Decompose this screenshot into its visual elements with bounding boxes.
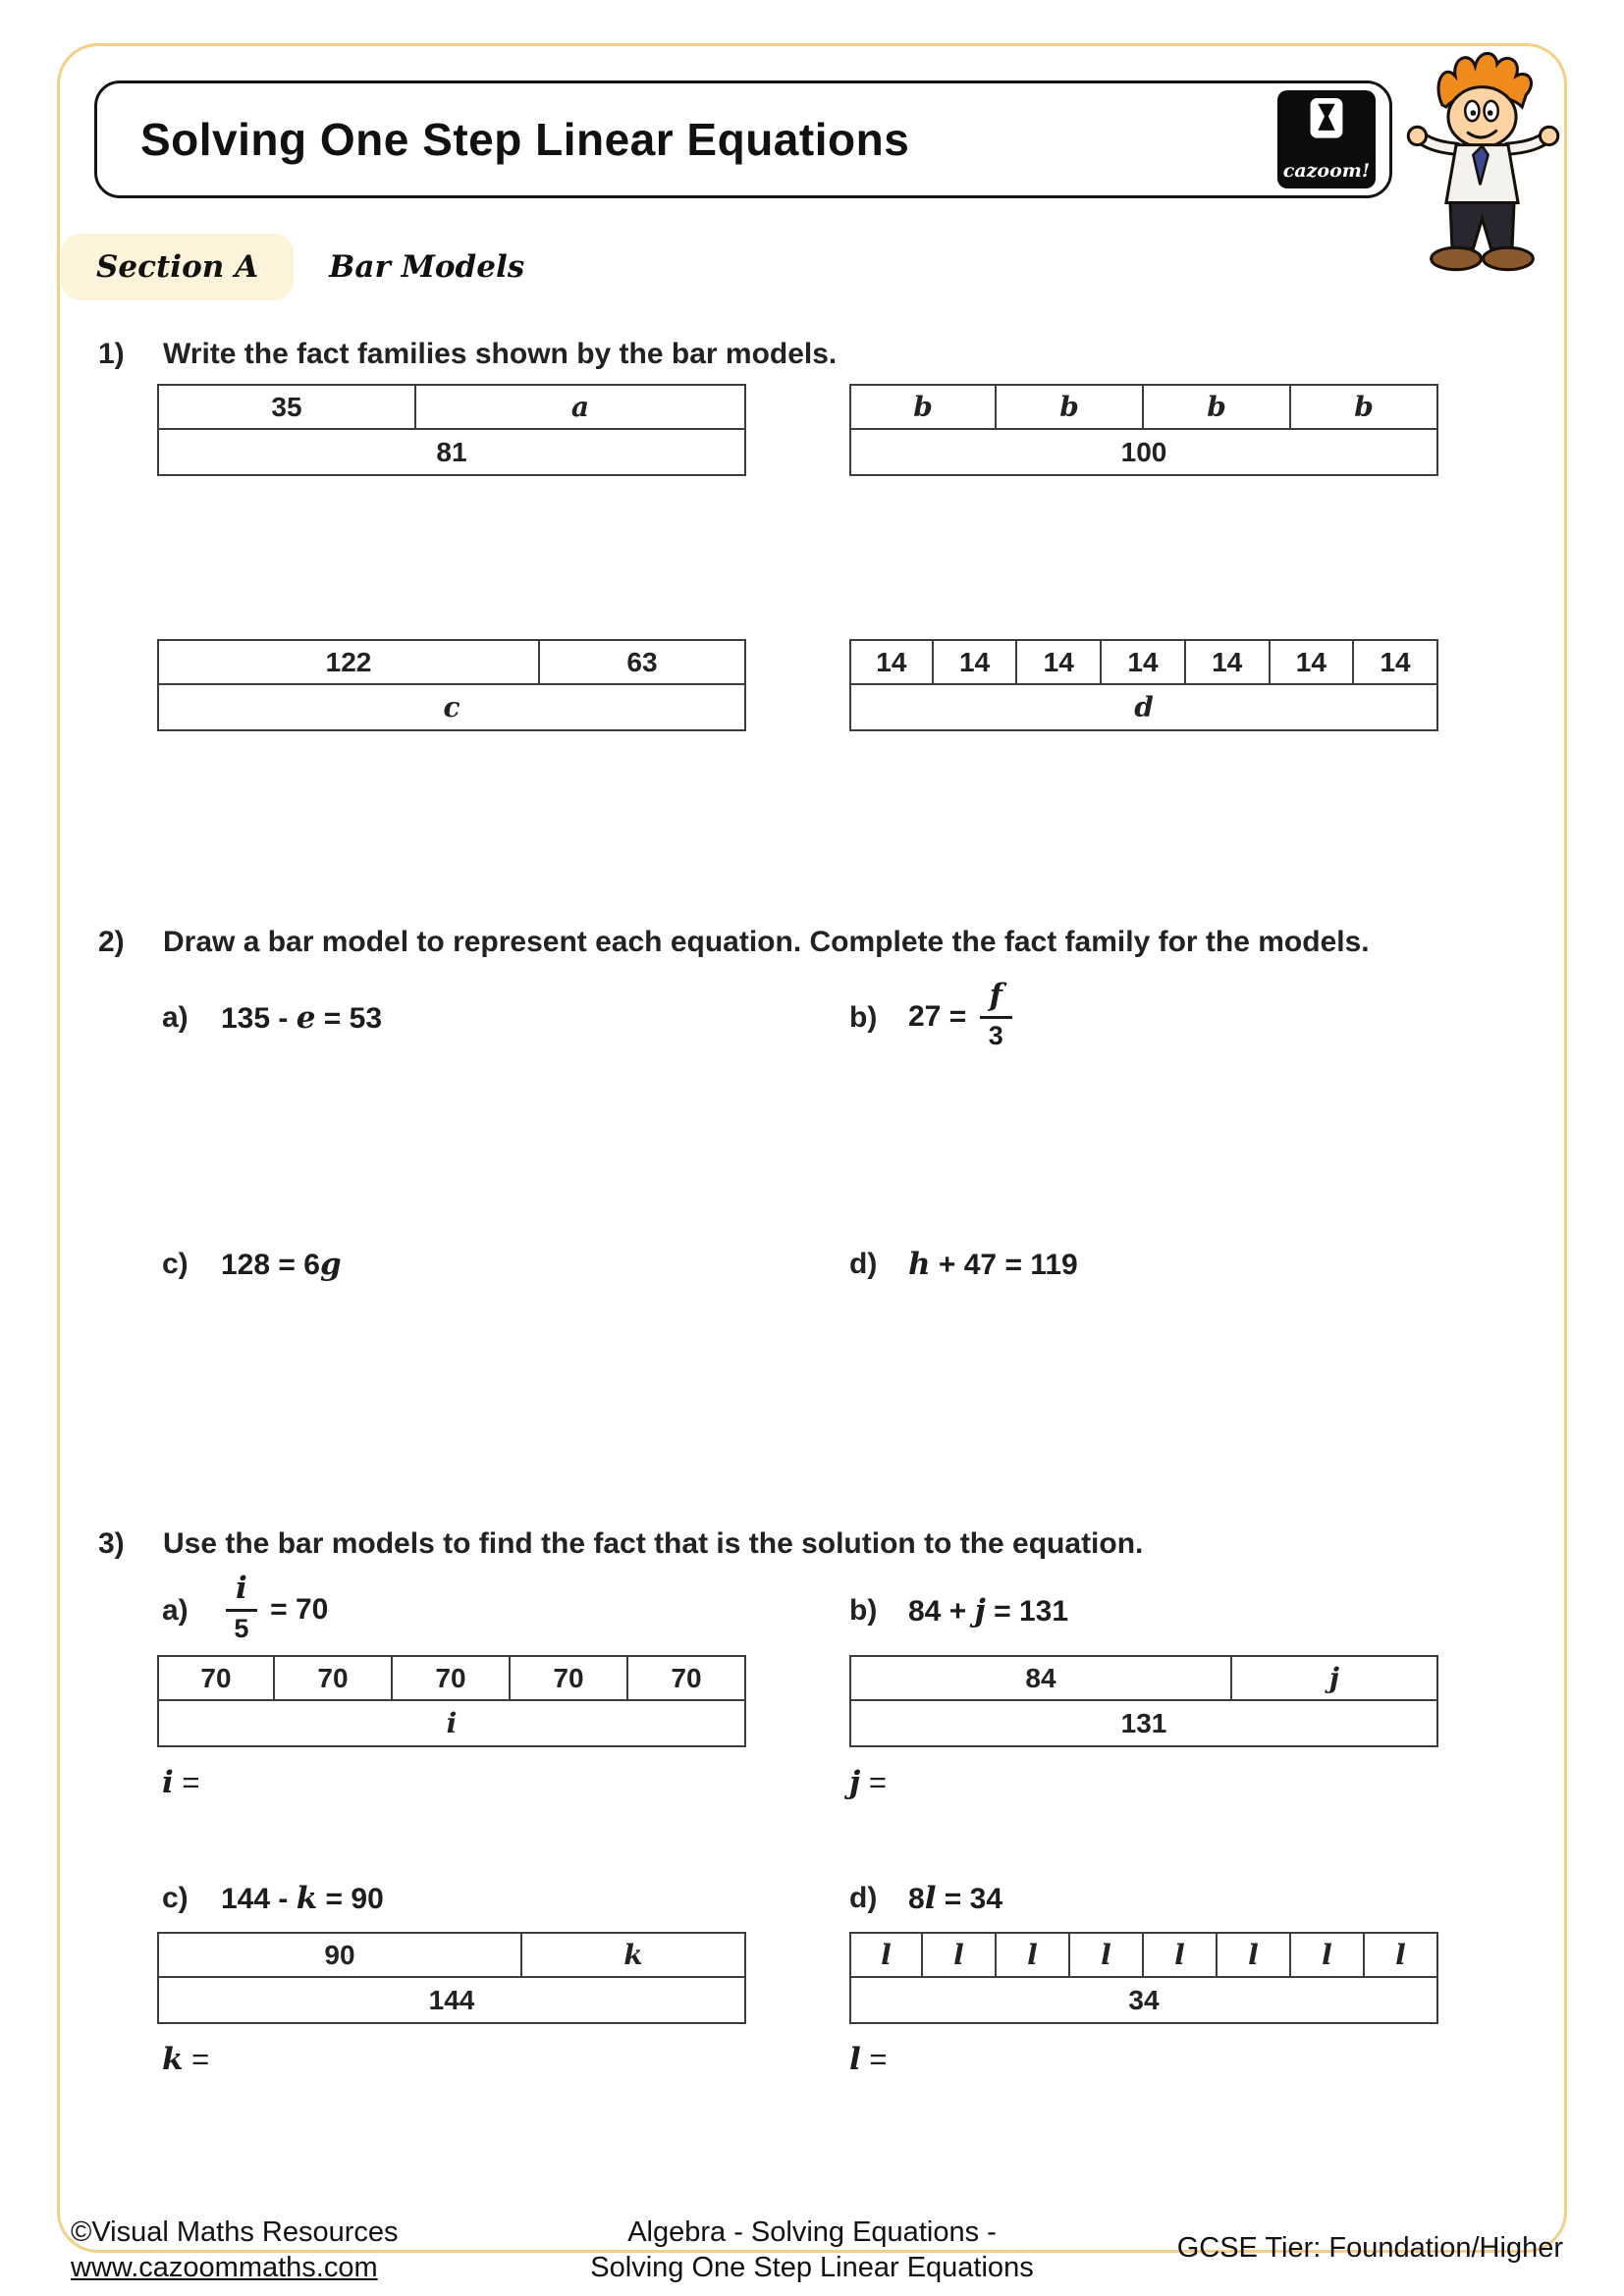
bar-cell: 122 — [157, 639, 540, 685]
bar-cell: 90 — [157, 1932, 522, 1978]
footer-topic-line2: Solving One Step Linear Equations — [590, 2252, 1034, 2284]
bar-cell: b — [997, 384, 1144, 430]
bar-cell: l — [1291, 1932, 1365, 1978]
page-title: Solving One Step Linear Equations — [140, 114, 910, 165]
bar-row — [157, 430, 746, 476]
bar-row — [157, 639, 746, 685]
bar-cell: 84 — [849, 1655, 1232, 1701]
variable: l — [849, 2042, 861, 2077]
equation-text: 27 = — [908, 999, 975, 1033]
fraction-denominator: 5 — [234, 1613, 249, 1643]
bar-cell: 131 — [849, 1701, 1438, 1747]
bar-cell: l — [1365, 1932, 1438, 1978]
q3-part-b-eq — [849, 1593, 1068, 1629]
bar-row — [849, 384, 1438, 430]
part-label: c) — [162, 1882, 189, 1914]
answer-j — [849, 1765, 887, 1800]
fraction — [226, 1572, 257, 1644]
cazoom-logo — [1277, 90, 1376, 188]
variable: k — [162, 2042, 184, 2077]
section-heading — [61, 234, 524, 300]
equation-text: = 70 — [261, 1592, 329, 1626]
bar-row — [849, 639, 1438, 685]
part-label: a) — [162, 1594, 189, 1627]
bar-cell: b — [1291, 384, 1438, 430]
fraction-numerator: f — [980, 979, 1012, 1019]
fraction-numerator: i — [226, 1572, 257, 1612]
q2-part-b — [849, 978, 1017, 1054]
part-label: b) — [849, 1594, 878, 1627]
cazoom-logo-icon — [1298, 96, 1355, 162]
equation-text: 8 — [908, 1883, 925, 1915]
q1-bars-row-1 — [157, 384, 1438, 476]
bar-cell: 70 — [628, 1655, 746, 1701]
part-label: b) — [849, 1000, 878, 1034]
footer-left — [71, 2215, 399, 2286]
bar-row — [849, 1701, 1438, 1747]
bar-row — [157, 1932, 746, 1978]
bar-model-q1a — [157, 384, 746, 476]
bar-model-q3c — [157, 1932, 746, 2024]
answer-l — [849, 2042, 888, 2077]
q3-prompt: Use the bar models to find the fact that is the solution to the equation. — [163, 1527, 1144, 1560]
bar-row — [849, 1978, 1438, 2024]
q3-number: 3) — [98, 1527, 125, 1560]
bar-model-q3b — [849, 1655, 1438, 1747]
equation — [908, 978, 1017, 1054]
bar-cell: 14 — [1186, 639, 1271, 685]
bar-cell: 144 — [157, 1978, 746, 2024]
variable: h — [908, 1247, 931, 1282]
q2-part-d — [849, 1247, 1078, 1282]
bar-cell: c — [157, 685, 746, 731]
equation — [221, 1881, 384, 1916]
page-border-frame — [57, 43, 1567, 2253]
equation-text: + 47 = 119 — [930, 1249, 1078, 1281]
q2-number: 2) — [98, 926, 125, 958]
bar-cell: 14 — [1354, 639, 1438, 685]
bar-row — [157, 384, 746, 430]
bar-row — [849, 1655, 1438, 1701]
footer-copyright: ©Visual Maths Resources — [71, 2216, 399, 2248]
variable: j — [849, 1765, 861, 1800]
part-label: d) — [849, 1248, 878, 1280]
bar-cell: d — [849, 685, 1438, 731]
q2-part-c — [162, 1247, 849, 1282]
q3-row-cd-eq — [162, 1881, 1527, 1916]
bar-model-q3d — [849, 1932, 1438, 2024]
q2-row-ab — [162, 978, 1527, 1054]
equation-text: = 131 — [985, 1595, 1069, 1628]
q2-part-a — [162, 1000, 849, 1036]
q3-bars-row-2 — [157, 1932, 1438, 2024]
part-label: d) — [849, 1882, 878, 1914]
q1-prompt: Write the fact families shown by the bar models. — [163, 338, 838, 370]
variable: j — [974, 1593, 986, 1629]
q3-row-ab-eq — [162, 1573, 1527, 1649]
part-label: c) — [162, 1248, 189, 1280]
equation-text: = 34 — [936, 1883, 1003, 1915]
bar-model-q1b — [849, 384, 1438, 476]
fraction-denominator: 3 — [988, 1020, 1003, 1050]
footer-website-link[interactable]: www.cazoommaths.com — [71, 2252, 378, 2284]
q2-prompt: Draw a bar model to represent each equation. Complete the fact family for the models. — [163, 926, 1370, 958]
footer-tier: GCSE Tier: Foundation/Higher — [1176, 2232, 1563, 2264]
bar-cell: 34 — [849, 1978, 1438, 2024]
bar-cell: 100 — [849, 430, 1438, 476]
equation — [221, 1571, 329, 1647]
bar-row — [157, 685, 746, 731]
answer-i — [162, 1765, 849, 1800]
variable: i — [162, 1765, 174, 1800]
equation-text: = 90 — [317, 1883, 384, 1915]
section-label: Section A — [61, 234, 294, 300]
equation — [221, 1247, 342, 1282]
q2-prompt-row — [98, 926, 1370, 959]
bar-cell: 14 — [1102, 639, 1186, 685]
equation — [908, 1593, 1068, 1629]
q3-answers-row-1 — [162, 1765, 1527, 1800]
bar-model-q1d — [849, 639, 1438, 731]
variable: l — [924, 1881, 937, 1916]
bar-cell: l — [849, 1932, 923, 1978]
bar-row — [849, 1932, 1438, 1978]
bar-cell: a — [416, 384, 746, 430]
part-label: a) — [162, 1000, 189, 1034]
bar-cell: 14 — [934, 639, 1018, 685]
q3-prompt-row — [98, 1527, 1143, 1561]
bar-cell: 81 — [157, 430, 746, 476]
bar-cell: b — [849, 384, 997, 430]
equation-text: 135 - — [221, 1001, 297, 1035]
variable: k — [296, 1881, 318, 1916]
q1-number: 1) — [98, 338, 125, 370]
bar-cell: 14 — [849, 639, 934, 685]
bar-cell: l — [1070, 1932, 1144, 1978]
bar-row — [849, 685, 1438, 731]
footer-topic-line1: Algebra - Solving Equations - — [627, 2216, 997, 2248]
q3-part-d-eq — [849, 1881, 1002, 1916]
bar-cell: 70 — [511, 1655, 628, 1701]
bar-model-q1c — [157, 639, 746, 731]
equation — [908, 1247, 1078, 1282]
bar-cell: l — [997, 1932, 1070, 1978]
cazoom-logo-label: cazoom! — [1282, 160, 1371, 182]
q2-row-cd — [162, 1247, 1527, 1282]
bar-cell: 70 — [393, 1655, 511, 1701]
q1-prompt-row — [98, 338, 837, 371]
bar-cell: k — [522, 1932, 746, 1978]
variable: e — [296, 999, 316, 1036]
equation-text: 128 = 6 — [221, 1249, 320, 1281]
bar-cell: l — [923, 1932, 997, 1978]
bar-model-q3a — [157, 1655, 746, 1747]
bar-cell: 70 — [157, 1655, 275, 1701]
bar-cell: b — [1144, 384, 1291, 430]
header — [94, 80, 1392, 198]
bar-cell: 14 — [1017, 639, 1102, 685]
answer-k — [162, 2042, 849, 2077]
equation-text: 84 + — [908, 1595, 975, 1628]
equation-text: 144 - — [221, 1883, 297, 1915]
fraction — [980, 979, 1012, 1051]
bar-cell: l — [1144, 1932, 1218, 1978]
bar-row — [157, 1655, 746, 1701]
equation-text: = — [860, 1765, 887, 1799]
q3-bars-row-1 — [157, 1655, 1438, 1747]
equation — [908, 1881, 1002, 1916]
bar-cell: l — [1218, 1932, 1291, 1978]
bar-cell: 70 — [275, 1655, 393, 1701]
q1-bars-row-2 — [157, 639, 1438, 731]
bar-cell: 35 — [157, 384, 416, 430]
bar-cell: i — [157, 1701, 746, 1747]
bar-row — [157, 1978, 746, 2024]
mascot-illustration — [1394, 49, 1569, 289]
bar-row — [157, 1701, 746, 1747]
equation-text: = — [183, 2042, 210, 2076]
equation-text: = — [860, 2042, 888, 2076]
footer-center — [468, 2215, 1156, 2286]
q3-part-a-eq — [162, 1571, 849, 1647]
bar-cell: j — [1232, 1655, 1438, 1701]
q3-part-c-eq — [162, 1881, 849, 1916]
equation — [221, 1000, 382, 1036]
bar-row — [849, 430, 1438, 476]
q3-answers-row-2 — [162, 2042, 1527, 2077]
equation-text: = 53 — [315, 1001, 383, 1035]
equation-text: = — [173, 1765, 200, 1799]
bar-cell: 63 — [540, 639, 746, 685]
variable: g — [319, 1247, 342, 1282]
section-title: Bar Models — [329, 249, 525, 285]
bar-cell: 14 — [1271, 639, 1355, 685]
